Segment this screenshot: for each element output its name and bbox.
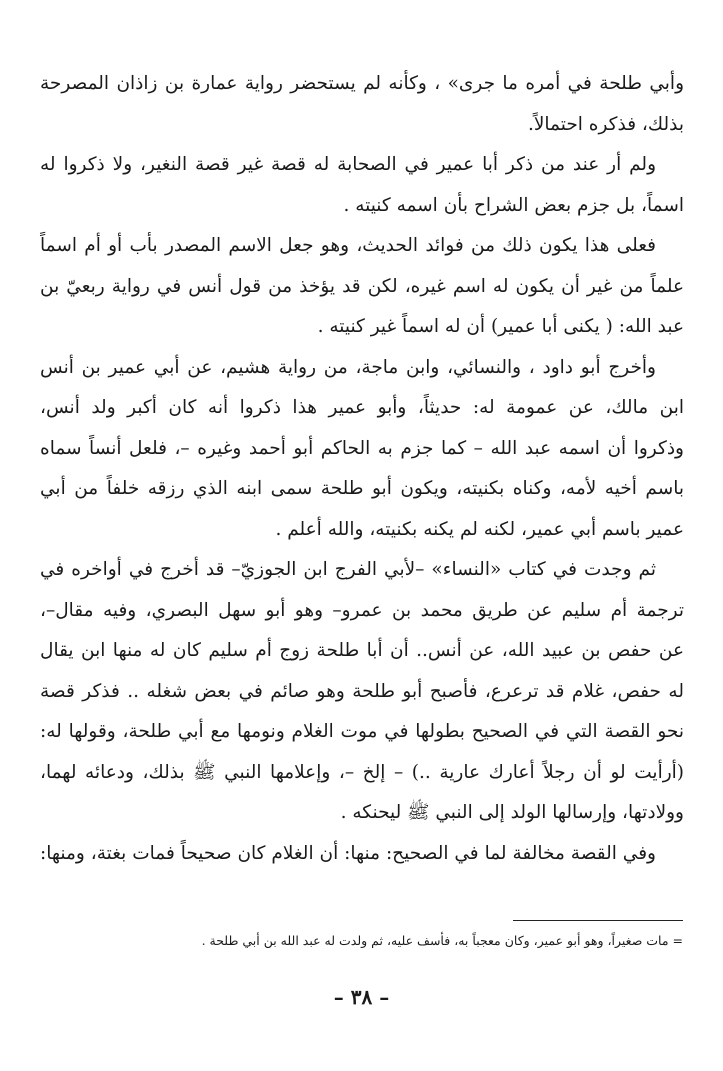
text-line: بذلك، فذكره احتمالاً.: [527, 113, 684, 135]
text-line: اسماً، بل جزم بعض الشراح بأن اسمه كنيته .: [343, 194, 684, 216]
text-line: نحو القصة التي في الصحيح بطولها في موت الغلام ونومها مع أبي طلحة، وقولها له:: [40, 721, 684, 742]
page-number: – ٣٨ –: [333, 985, 390, 1009]
main-text: [40, 64, 684, 874]
text-line: عن حفص بن عبيد الله، عن أنس.. أن أبا طلحة زوج أم سليم كان له منها ابن يقال: [40, 640, 684, 661]
text-line: ولم أر عند من ذكر أبا عمير في الصحابة له قصة غير قصة النغير، ولا ذكروا له: [40, 154, 656, 175]
text-line: ترجمة أم سليم عن طريق محمد بن عمرو– وهو أبو سهل البصري، وفيه مقال–،: [40, 599, 684, 621]
text-line: فعلى هذا يكون ذلك من فوائد الحديث، وهو جعل الاسم المصدر بأب أو أم اسماً: [40, 235, 656, 256]
text-line: باسم أخيه لأمه، وكناه بكنيته، ويكون أبو طلحة سمى ابنه الذي رزقه خلفاً من أبي: [40, 478, 684, 499]
text-line: وأبي طلحة في أمره ما جرى» ، وكأنه لم يستحضر رواية عمارة بن زاذان المصرحة: [40, 73, 684, 94]
text-line: وفي القصة مخالفة لما في الصحيح: منها: أن الغلام كان صحيحاً فمات بغتة، ومنها:: [40, 842, 656, 864]
text-line: ثم وجدت في كتاب «النساء» –لأبي الفرج ابن الجوزيّ– قد أخرج في أواخره في: [40, 559, 656, 580]
text-line: وذكروا أن اسمه عبد الله – كما جزم به الحاكم أبو أحمد وغيره –، فلعل أنساً سماه: [40, 437, 684, 459]
text-line: عبد الله: ( يكنى أبا عمير) أن له اسماً غير كنيته .: [317, 316, 684, 337]
text-line: علماً من غير أن يكون له اسم غيره، لكن قد يؤخذ من قول أنس في رواية ربعيّ بن: [40, 275, 684, 297]
text-line: عمير باسم أبي عمير، لكنه لم يكنه بكنيته، والله أعلم .: [275, 518, 684, 540]
text-line: له حفص، غلام قد ترعرع، فأصبح أبو طلحة وهو صائم في بعض شغله .. فذكر قصة: [40, 680, 684, 702]
footnote: = مات صغيراً، وهو أبو عمير، وكان معجباً به، فأسف عليه، ثم ولدت له عبد الله بن أبي طلحة .: [201, 933, 683, 948]
text-line: وأخرج أبو داود ، والنسائي، وابن ماجة، من رواية هشيم، عن أبي عمير بن أنس: [40, 356, 656, 378]
text-line: (أرأيت لو أن رجلاً أعارك عارية ..) – إلخ –، وإعلامها النبي ﷺ بذلك، ودعائه لهما،: [40, 761, 684, 783]
footnote-divider: [513, 920, 683, 921]
text-line: ابن مالك، عن عمومة له: حديثاً، وأبو عمير هذا ذكروا أنه كان أكبر ولد أنس،: [40, 397, 684, 418]
text-line: وولادتها، وإرسالها الولد إلى النبي ﷺ ليحنكه .: [340, 802, 684, 823]
